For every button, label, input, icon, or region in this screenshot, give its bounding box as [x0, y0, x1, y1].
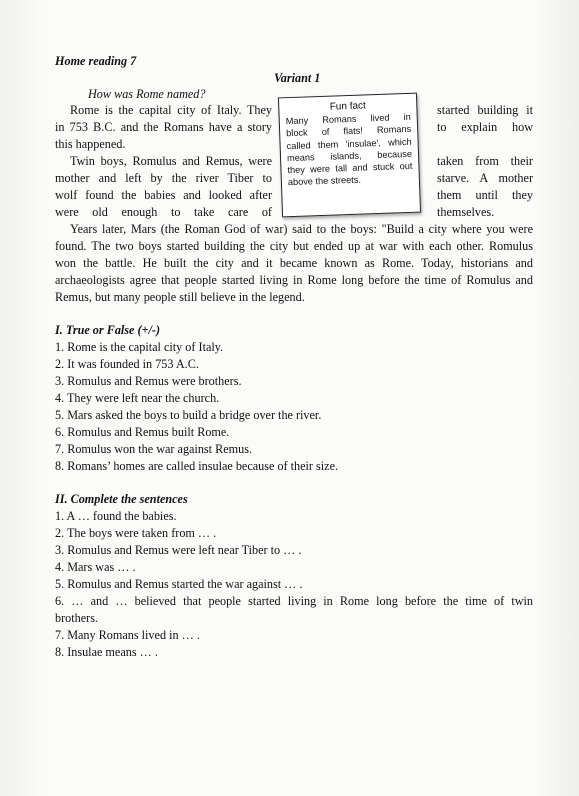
- complete-item: 5. Romulus and Remus started the war against … .: [55, 577, 303, 591]
- true-false-item: 4. They were left near the church.: [55, 391, 220, 405]
- fun-fact-title: Fun fact: [329, 100, 367, 113]
- fun-fact-line: they were tall and stuck out: [287, 160, 413, 176]
- text-line: archaeologists agree that people started living in Rome long before the time of Romulus and: [55, 273, 533, 287]
- text-line: were old enough to take care of: [55, 205, 272, 219]
- text-line: won the battle. He built the city and it became known as Rome. Today, historians and: [55, 256, 533, 270]
- section-complete-title: II. Complete the sentences: [55, 492, 188, 506]
- fun-fact-line: means islands, because: [286, 148, 413, 163]
- variant-heading: Variant 1: [274, 71, 321, 85]
- true-false-item: 5. Mars asked the boys to build a bridge over the river.: [55, 408, 322, 422]
- text-line: Rome is the capital city of Italy. They: [70, 103, 272, 117]
- text-line: Remus, but many people still believe in the legend.: [55, 290, 305, 304]
- true-false-item: 1. Rome is the capital city of Italy.: [55, 340, 224, 354]
- complete-item-continued: brothers.: [55, 611, 98, 625]
- text-line: themselves.: [437, 205, 495, 219]
- text-line: to explain how: [437, 120, 533, 134]
- true-false-item: 3. Romulus and Remus were brothers.: [55, 374, 242, 388]
- text-line: found. The two boys started building the city but ended up at war with each other. Romulus: [55, 239, 533, 253]
- fun-fact-line: block of flats! Romans: [286, 124, 412, 139]
- reading-question: How was Rome named?: [88, 87, 206, 101]
- home-reading-title: Home reading 7: [55, 54, 137, 68]
- text-line: in 753 B.C. and the Romans have a story: [55, 120, 272, 134]
- text-line: wolf found the babies and looked after: [55, 188, 272, 202]
- true-false-item: 6. Romulus and Remus built Rome.: [55, 425, 230, 439]
- complete-item: 3. Romulus and Remus were left near Tiber to … .: [55, 543, 302, 557]
- section-true-false-title: I. True or False (+/-): [55, 323, 161, 337]
- text-line: them until they: [437, 188, 533, 202]
- text-line: Years later, Mars (the Roman God of war) said to the boys: "Build a city where you were: [70, 222, 533, 236]
- complete-item: 4. Mars was … .: [55, 560, 136, 574]
- text-line: Twin boys, Romulus and Remus, were: [70, 154, 272, 168]
- complete-item: 6. … and … believed that people started living in Rome long before the time of twin: [55, 594, 533, 608]
- fun-fact-line: above the streets.: [287, 174, 362, 188]
- text-line: starve. A mother: [437, 171, 533, 185]
- fun-fact-box: [278, 93, 421, 218]
- text-line: started building it: [437, 103, 533, 117]
- true-false-item: 2. It was founded in 753 A.C.: [55, 357, 199, 371]
- text-line: this happened.: [55, 137, 126, 151]
- text-line: mother and left by the river Tiber to: [55, 171, 272, 185]
- complete-item: 2. The boys were taken from … .: [55, 526, 217, 540]
- complete-item: 7. Many Romans lived in … .: [55, 628, 200, 642]
- fun-fact-line: Many Romans lived in: [285, 112, 411, 127]
- text-line: taken from their: [437, 154, 533, 168]
- fun-fact-line: called them 'insulae', which: [286, 136, 412, 151]
- true-false-item: 7. Romulus won the war against Remus.: [55, 442, 253, 456]
- complete-item: 8. Insulae means … .: [55, 645, 158, 659]
- complete-item: 1. A … found the babies.: [55, 509, 177, 523]
- true-false-item: 8. Romans’ homes are called insulae because of their size.: [55, 459, 339, 473]
